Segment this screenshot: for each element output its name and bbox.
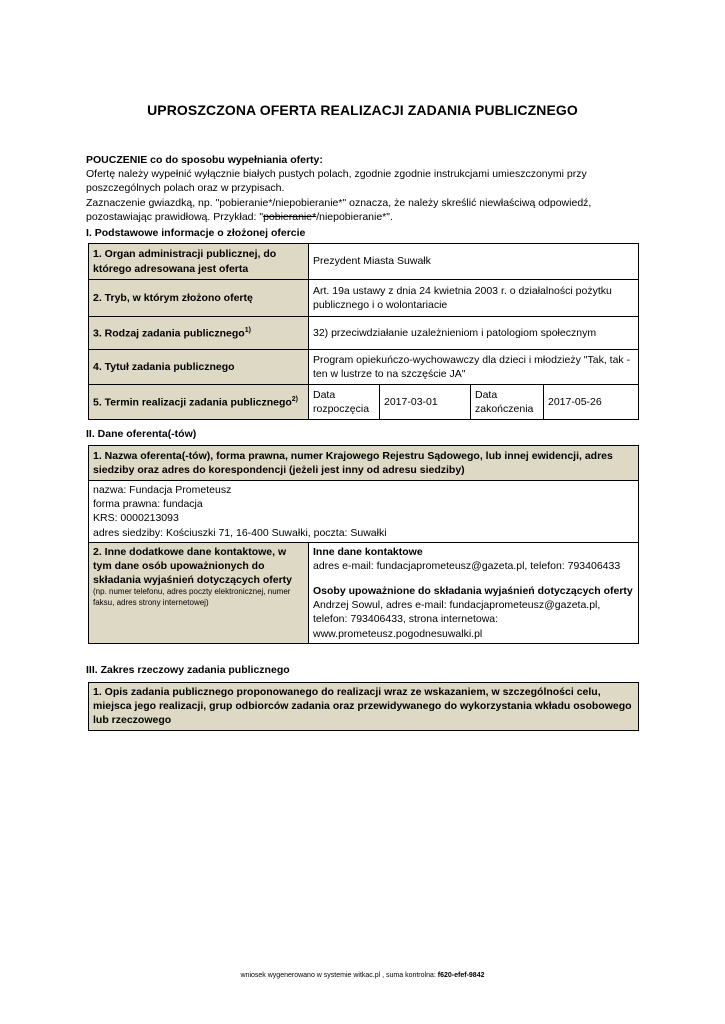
oferent-line: adres siedziby: Kościuszki 71, 16-400 Suwałki, poczta: Suwałki [93,526,387,539]
footnote-ref: 2) [291,395,299,403]
oferent-line: forma prawna: fundacja [93,498,203,511]
page-title: UPROSZCZONA OFERTA REALIZACJI ZADANIA PUBLICZNEGO [147,102,578,118]
oferent-details[interactable] [89,481,639,543]
table-row [89,683,639,731]
table-row [89,350,639,385]
table-row [89,317,639,350]
footer-checksum: f620-efef-9842 [437,972,485,979]
organ-label: 1. Organ administracji publicznej, do którego adresowana jest oferta [89,244,309,280]
contact-value: adres e-mail: fundacjaprometeusz@gazeta.pl, telefon: 793406433 [313,559,621,572]
oferent-table [88,445,639,644]
tytul-label: 4. Tytuł zadania publicznego [89,350,309,385]
strike-example: pobieranie* [263,210,317,223]
table-row [89,446,639,481]
zakres-table [88,682,639,731]
table-row [89,244,639,280]
end-date-value[interactable]: 2017-05-26 [544,385,639,420]
instructions-line-2 [86,196,639,224]
rodzaj-label [89,317,309,350]
oferent-name-label: 1. Nazwa oferenta(-tów), forma prawna, numer Krajowego Rejestru Sądowego, lub innej ewidencji, adres siedziby oraz adres do korespondencji (jeżeli jest inny od adresu siedziby) [89,446,639,481]
footer-text: wniosek wygenerowano w systemie witkac.pl , suma kontrolna: [240,972,438,979]
table-row [89,542,639,643]
rodzaj-value[interactable]: 32) przeciwdziałanie uzależnieniom i patologiom społecznym [309,317,639,350]
table-row [89,385,639,420]
contact-label-note: (np. numer telefonu, adres poczty elektronicznej, numer faksu, adres strony internetowej) [93,587,291,607]
contact-label-text: 2. Inne dodatkowe dane kontaktowe, w tym dane osób upoważnionych do składania wyjaśnień dotyczących oferty [93,545,292,587]
instructions-line-1: Ofertę należy wypełnić wyłącznie białych pustych polach, zgodnie zgodnie instrukcjami umieszczonymi przy poszczególnych polach oraz w przypisach. [86,168,587,195]
section-1-heading: I. Podstawowe informacje o złożonej ofercie [86,227,306,239]
instructions-line-2-text: Zaznaczenie gwiazdką, np. "pobieranie*/niepobieranie*" oznacza, że należy skreślić niewłaściwą odpowiedź, pozostawiając prawidłową. Przykład: " [86,196,592,223]
instructions-line-2-end: /niepobieranie*". [316,210,393,223]
tytul-value[interactable]: Program opiekuńczo-wychowawczy dla dzieci i młodzieży "Tak, tak - ten w lustrze to na szczęście JA" [309,350,639,385]
opis-label: 1. Opis zadania publicznego proponowanego do realizacji wraz ze wskazaniem, w szczególności celu, miejsca jego realizacji, grup odbiorców zadania oraz przewidywanego do wykorzystania wkładu osobowego lub rzeczowego [89,683,639,731]
oferent-line: KRS: 0000213093 [93,512,179,525]
contact-heading: Inne dane kontaktowe [313,545,423,558]
contact-details[interactable] [309,542,639,643]
table-row [89,280,639,317]
table-row [89,481,639,543]
start-date-label: Data rozpoczęcia [309,385,380,420]
contact-label [89,542,309,643]
termin-label [89,385,309,420]
basic-info-table [88,243,639,420]
footer [86,971,639,980]
persons-value: Andrzej Sowul, adres e-mail: fundacjaprometeusz@gazeta.pl, telefon: 793406433, strona internetowa: www.prometeusz.pogodnesuwalki.pl [313,599,601,640]
footnote-ref: 1) [244,326,251,334]
tryb-label: 2. Tryb, w którym złożono ofertę [89,280,309,317]
persons-heading: Osoby upoważnione do składania wyjaśnień dotyczących oferty [313,585,633,598]
section-3-heading: III. Zakres rzeczowy zadania publicznego [86,664,290,676]
instructions-heading: POUCZENIE co do sposobu wypełniania oferty: [86,154,323,166]
termin-label-text: 5. Termin realizacji zadania publicznego [93,396,292,409]
section-2-heading: II. Dane oferenta(-tów) [86,428,197,440]
start-date-value[interactable]: 2017-03-01 [380,385,471,420]
tryb-value[interactable]: Art. 19a ustawy z dnia 24 kwietnia 2003 r. o działalności pożytku publicznego i o wolontariacie [309,280,639,317]
rodzaj-label-text: 3. Rodzaj zadania publicznego [93,327,245,340]
instructions [86,153,639,224]
end-date-label: Data zakończenia [471,385,544,420]
organ-value[interactable]: Prezydent Miasta Suwałk [309,244,639,280]
oferent-line: nazwa: Fundacja Prometeusz [93,484,232,496]
